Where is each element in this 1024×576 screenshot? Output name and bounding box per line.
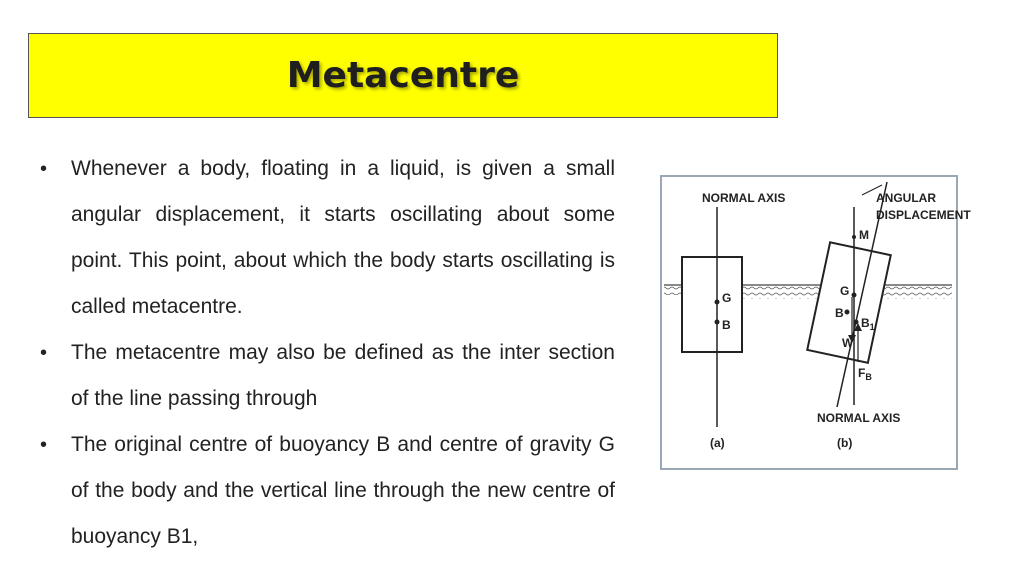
label-displacement: DISPLACEMENT: [876, 208, 971, 222]
label-w: W: [842, 336, 854, 350]
slide-title: Metacentre: [286, 55, 520, 96]
bullet-item: [40, 422, 615, 560]
label-normal-axis-a: NORMAL AXIS: [702, 191, 786, 205]
label-normal-axis-b: NORMAL AXIS: [817, 411, 901, 425]
bullet-text: The original centre of buoyancy B and centre of gravity G of the body and the vertical line through the new centre of buoyancy B1,: [71, 433, 615, 548]
label-angular: ANGULAR: [876, 191, 936, 205]
point-b-b: [845, 310, 850, 315]
bullet-text: The metacentre may also be defined as the inter section of the line passing through: [71, 341, 615, 410]
bullet-text: Whenever a body, floating in a liquid, is given a small angular displacement, it starts oscillating about some point. This point, about which the body starts oscillating is called metacentre.: [71, 157, 615, 318]
bullet-dot-icon: •: [40, 434, 48, 456]
label-b-a: B: [722, 318, 731, 332]
label-g-b: G: [840, 284, 850, 298]
metacentre-diagram: [660, 175, 971, 470]
caption-b: (b): [837, 436, 853, 450]
water-surface-left: [664, 285, 682, 295]
bullet-item: [40, 330, 615, 422]
body-a: [682, 257, 742, 352]
diagram-svg: [662, 177, 971, 468]
title-banner: [28, 33, 778, 118]
bullet-dot-icon: •: [40, 158, 48, 180]
point-g-b: [852, 293, 857, 298]
label-fb: $F_B$: [858, 366, 872, 382]
label-m: M: [859, 228, 869, 242]
bullet-item: [40, 146, 615, 330]
point-b-a: [715, 320, 720, 325]
point-m: [852, 235, 856, 239]
point-g-a: [715, 300, 720, 305]
bullet-dot-icon: •: [40, 342, 48, 364]
label-b-b: B: [835, 306, 844, 320]
bullet-list: [40, 146, 615, 560]
caption-a: (a): [710, 436, 725, 450]
label-b1: $B_1$: [861, 316, 875, 332]
label-g-a: G: [722, 291, 732, 305]
